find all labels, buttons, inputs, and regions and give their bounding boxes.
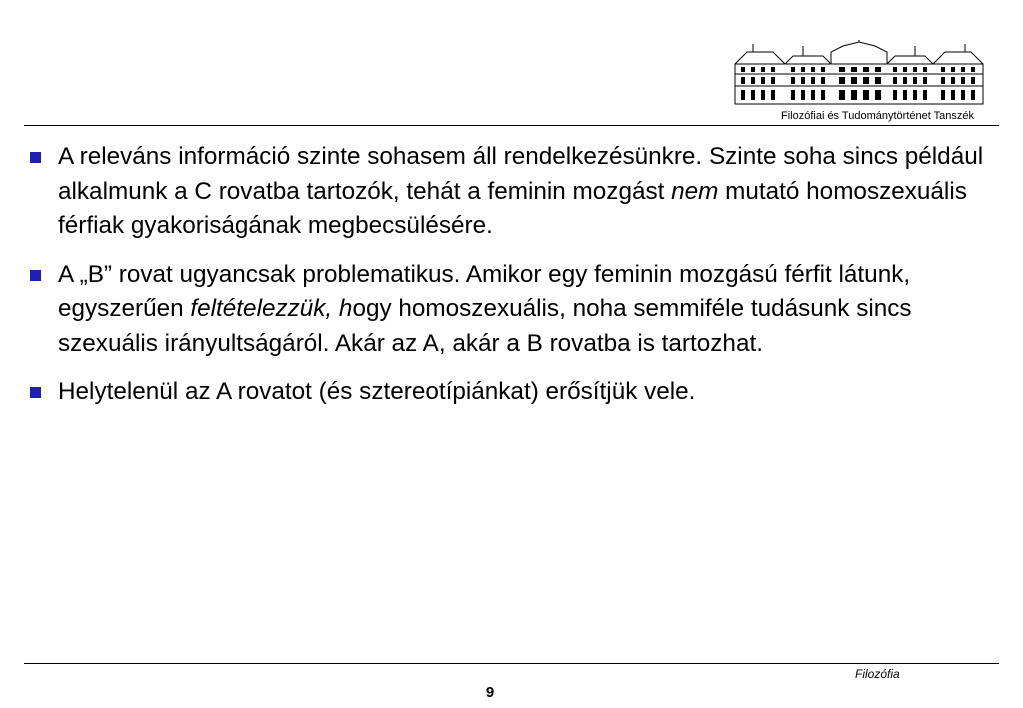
footer-label: Filozófia (855, 667, 900, 681)
bullet-square-icon (30, 270, 41, 281)
footer-divider (24, 663, 999, 664)
university-building-icon (733, 40, 985, 106)
header-divider (24, 125, 999, 126)
bullet-square-icon (30, 387, 41, 398)
bullet-text: A releváns információ szinte sohasem áll rendelkezésünkre. Szinte soha sincs például alkalmunk a C rovatba tartozók, tehát a feminin mozgást nem mutató homoszexuális férfiak gyakoriságának megbecsülésére. (58, 143, 984, 239)
bullet-text: Helytelenül az A rovatot (és sztereotípiánkat) erősítjük vele. (58, 378, 696, 405)
bullet-square-icon (30, 152, 41, 163)
page-number: 9 (485, 684, 495, 701)
department-name: Filozófiai és Tudománytörténet Tanszék (780, 110, 974, 122)
emphasis: feltételezzük, h (190, 295, 353, 322)
bullet-item (30, 375, 1000, 410)
slide-content (30, 140, 1000, 424)
bullet-text: A „B” rovat ugyancsak problematikus. Amikor egy feminin mozgású férfit látunk, egyszerűen feltételezzük, hogy homoszexuális, noha semmiféle tudásunk sincs szexuális irányultságáról. Akár az A, akár a B rovatba is tartozhat. (58, 260, 912, 357)
emphasis: nem (671, 177, 719, 205)
bullet-item (30, 140, 1000, 244)
bullet-item (30, 258, 1000, 362)
